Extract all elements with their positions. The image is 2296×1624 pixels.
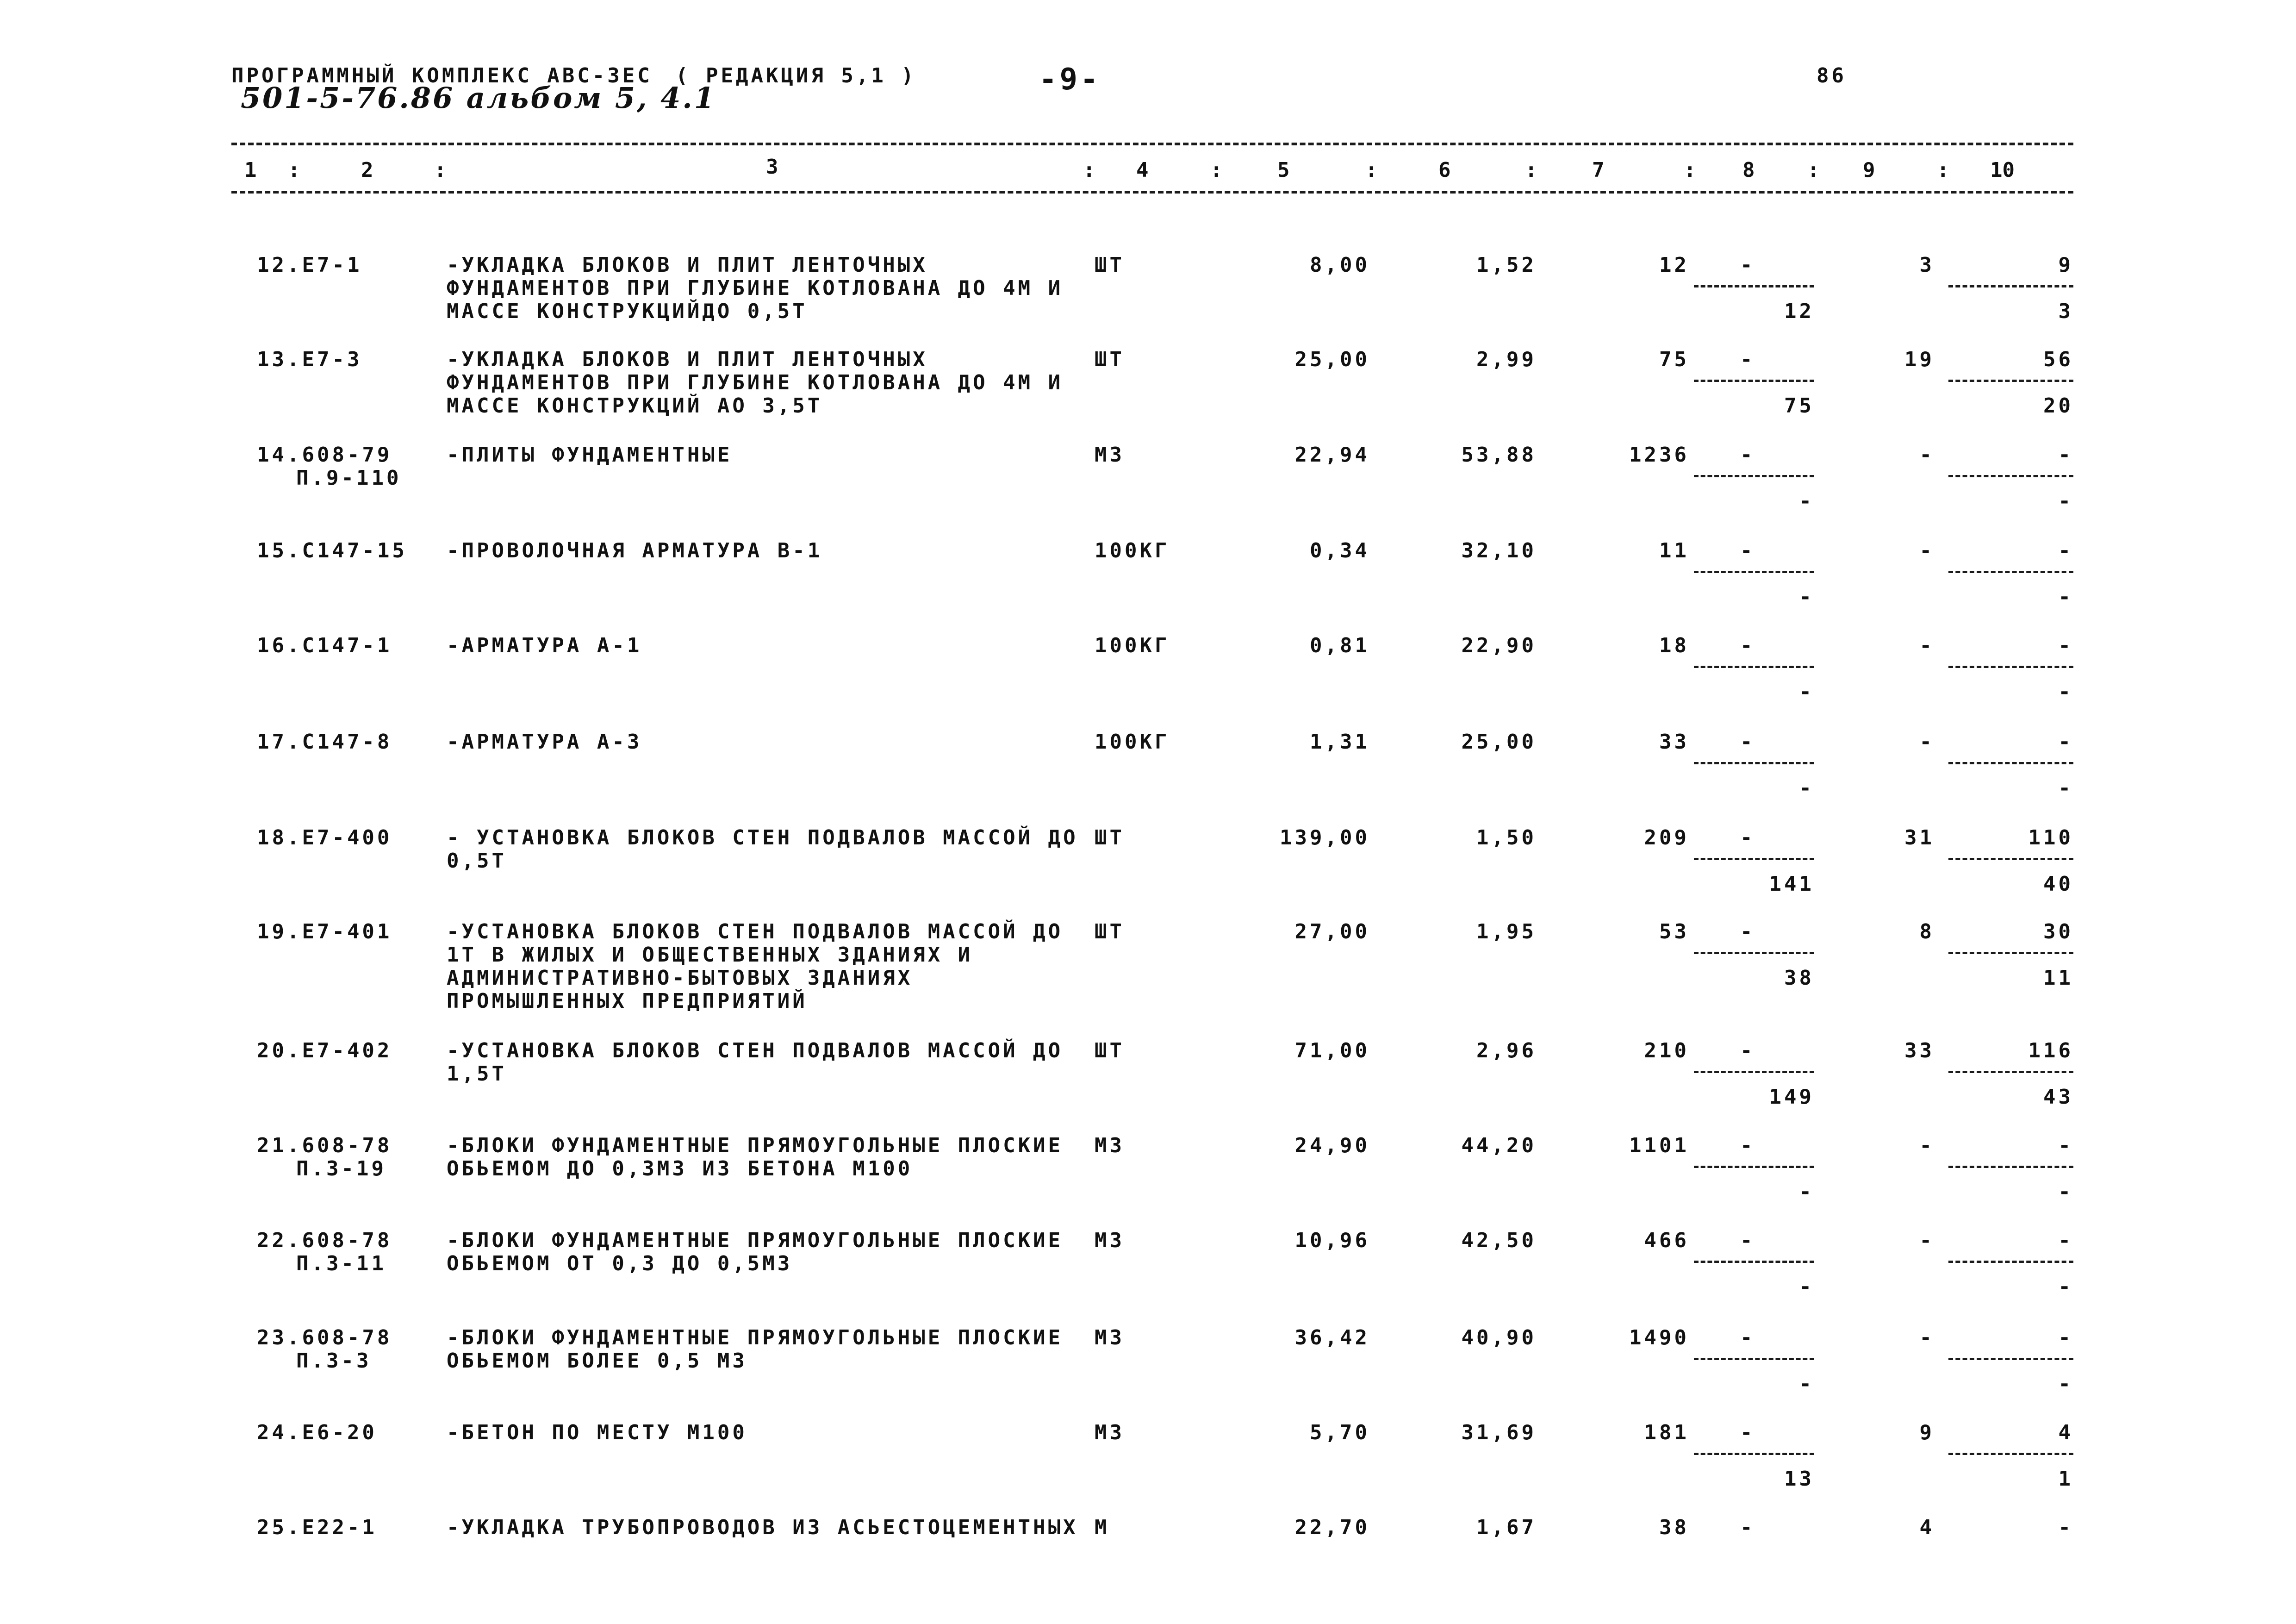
- table-row: [0, 1421, 2296, 1514]
- total-cost: 466: [1644, 1229, 1689, 1252]
- col10-bottom-value: -: [2058, 1372, 2073, 1396]
- col8-top-value: -: [1740, 1326, 1755, 1349]
- col8-fraction-line: [1694, 952, 1814, 954]
- table-row: [0, 1134, 2296, 1227]
- col10-top-value: -: [2058, 1516, 2073, 1539]
- quantity: 10,96: [1294, 1229, 1370, 1252]
- total-cost: 38: [1659, 1516, 1689, 1539]
- work-description: - УСТАНОВКА БЛОКОВ СТЕН ПОДВАЛОВ МАССОЙ ДО 0,5Т: [447, 826, 1078, 873]
- row-number-code: 23.608-78: [257, 1326, 392, 1349]
- column-header: 2: [361, 158, 373, 182]
- col9-value: 9: [1919, 1421, 1935, 1444]
- col8-top-value: -: [1740, 920, 1755, 943]
- unit-of-measure: ШТ: [1095, 826, 1125, 849]
- col8-top-value: -: [1740, 1421, 1755, 1444]
- column-separator: :: [1365, 158, 1378, 182]
- quantity: 22,70: [1294, 1516, 1370, 1539]
- col10-top-value: -: [2058, 730, 2073, 754]
- row-number-code: 24.Е6-20: [257, 1421, 377, 1444]
- col10-fraction-line: [1948, 285, 2073, 287]
- total-cost: 1101: [1629, 1134, 1689, 1157]
- col8-fraction-line: [1694, 1166, 1814, 1168]
- row-number-code: 13.Е7-3: [257, 348, 362, 371]
- column-separator: :: [434, 158, 447, 182]
- unit-price: 40,90: [1461, 1326, 1537, 1349]
- table-row: [0, 1516, 2296, 1609]
- work-description: -БЕТОН ПО МЕСТУ М100: [447, 1421, 747, 1444]
- col8-fraction-line: [1694, 1453, 1814, 1455]
- unit-price: 2,99: [1476, 348, 1537, 371]
- work-description: -АРМАТУРА А-1: [447, 634, 642, 657]
- col10-bottom-value: -: [2058, 1180, 2073, 1204]
- unit-price: 53,88: [1461, 443, 1537, 467]
- col8-bottom-value: -: [1799, 1180, 1814, 1204]
- column-header: 4: [1136, 158, 1149, 182]
- col8-bottom-value: -: [1799, 489, 1814, 513]
- row-number-code: 12.Е7-1: [257, 253, 362, 277]
- col10-bottom-value: 1: [2058, 1467, 2073, 1491]
- unit-price: 42,50: [1461, 1229, 1537, 1252]
- quantity: 0,34: [1310, 539, 1370, 562]
- col8-bottom-value: -: [1799, 680, 1814, 704]
- col10-fraction-line: [1948, 475, 2073, 477]
- col10-top-value: 116: [2028, 1039, 2073, 1062]
- col10-top-value: 110: [2028, 826, 2073, 849]
- table-row: [0, 920, 2296, 1013]
- work-description: -АРМАТУРА А-3: [447, 730, 642, 754]
- row-number-code: 20.Е7-402: [257, 1039, 392, 1062]
- total-cost: 181: [1644, 1421, 1689, 1444]
- col10-fraction-line: [1948, 858, 2073, 860]
- quantity: 22,94: [1294, 443, 1370, 467]
- table-row: [0, 443, 2296, 536]
- row-number-code: 22.608-78: [257, 1229, 392, 1252]
- quantity: 71,00: [1294, 1039, 1370, 1062]
- row-number-code: 19.Е7-401: [257, 920, 392, 943]
- col9-value: 33: [1904, 1039, 1935, 1062]
- col8-bottom-value: -: [1799, 1372, 1814, 1396]
- work-description: -УСТАНОВКА БЛОКОВ СТЕН ПОДВАЛОВ МАССОЙ ДО 1Т В ЖИЛЫХ И ОБЩЕСТВЕННЫХ ЗДАНИЯХ И АДМИНИСТРАТИВНО-БЫТОВЫХ ЗДАНИЯХ ПРОМЫШЛЕННЫХ ПРЕДПРИЯТИЙ: [447, 920, 1064, 1013]
- page-mark: -9-: [1039, 62, 1101, 97]
- unit-of-measure: ШТ: [1095, 920, 1125, 943]
- quantity: 139,00: [1280, 826, 1370, 849]
- col9-value: -: [1919, 1134, 1935, 1157]
- col8-fraction-line: [1694, 380, 1814, 382]
- unit-of-measure: 100КГ: [1095, 730, 1170, 754]
- unit-of-measure: ШТ: [1095, 253, 1125, 277]
- quantity: 24,90: [1294, 1134, 1370, 1157]
- quantity: 36,42: [1294, 1326, 1370, 1349]
- col10-top-value: -: [2058, 1134, 2073, 1157]
- header-rule-bottom: [231, 191, 2073, 194]
- unit-price: 31,69: [1461, 1421, 1537, 1444]
- unit-price: 1,50: [1476, 826, 1537, 849]
- total-cost: 1490: [1629, 1326, 1689, 1349]
- page-number: 86: [1817, 64, 1847, 87]
- unit-price: 32,10: [1461, 539, 1537, 562]
- unit-price: 44,20: [1461, 1134, 1537, 1157]
- row-number-code: 18.Е7-400: [257, 826, 392, 849]
- column-header: 8: [1742, 158, 1755, 182]
- table-row: [0, 634, 2296, 727]
- col10-fraction-line: [1948, 952, 2073, 954]
- col9-value: -: [1919, 539, 1935, 562]
- unit-price: 1,52: [1476, 253, 1537, 277]
- column-separator: :: [1210, 158, 1223, 182]
- total-cost: 53: [1659, 920, 1689, 943]
- column-separator: :: [1807, 158, 1820, 182]
- unit-price: 2,96: [1476, 1039, 1537, 1062]
- col9-value: 4: [1919, 1516, 1935, 1539]
- work-description: -УКЛАДКА ТРУБОПРОВОДОВ ИЗ АСЬЕСТОЦЕМЕНТНЫХ: [447, 1516, 1078, 1539]
- row-number-code: 21.608-78: [257, 1134, 392, 1157]
- col8-fraction-line: [1694, 475, 1814, 477]
- col8-top-value: -: [1740, 348, 1755, 371]
- col10-top-value: 30: [2043, 920, 2073, 943]
- quantity: 25,00: [1294, 348, 1370, 371]
- quantity: 5,70: [1310, 1421, 1370, 1444]
- column-separator: :: [1937, 158, 1949, 182]
- row-subcode: П.3-11: [296, 1252, 386, 1275]
- col10-top-value: -: [2058, 1326, 2073, 1349]
- quantity: 27,00: [1294, 920, 1370, 943]
- col10-top-value: -: [2058, 1229, 2073, 1252]
- row-number-code: 17.С147-8: [257, 730, 392, 754]
- program-title: ПРОГРАММНЫЙ КОМПЛЕКС АВС-3ЕС: [231, 64, 653, 87]
- col10-bottom-value: 11: [2043, 966, 2073, 990]
- col8-fraction-line: [1694, 285, 1814, 287]
- table-row: [0, 348, 2296, 441]
- col8-top-value: -: [1740, 443, 1755, 467]
- col10-bottom-value: 3: [2058, 300, 2073, 323]
- col10-top-value: -: [2058, 634, 2073, 657]
- col10-fraction-line: [1948, 1261, 2073, 1263]
- col9-value: 19: [1904, 348, 1935, 371]
- column-header: 6: [1438, 158, 1451, 182]
- col9-value: -: [1919, 1229, 1935, 1252]
- work-description: -БЛОКИ ФУНДАМЕНТНЫЕ ПРЯМОУГОЛЬНЫЕ ПЛОСКИЕ ОБЬЕМОМ БОЛЕЕ 0,5 М3: [447, 1326, 1064, 1373]
- column-header: 3: [766, 155, 778, 179]
- col10-top-value: 56: [2043, 348, 2073, 371]
- work-description: -УКЛАДКА БЛОКОВ И ПЛИТ ЛЕНТОЧНЫХ ФУНДАМЕНТОВ ПРИ ГЛУБИНЕ КОТЛОВАНА ДО 4М И МАССЕ КОНСТРУКЦИЙДО 0,5Т: [447, 253, 1064, 323]
- unit-of-measure: М3: [1095, 443, 1125, 467]
- header-rule-top: [231, 143, 2073, 145]
- col9-value: -: [1919, 443, 1935, 467]
- quantity: 0,81: [1310, 634, 1370, 657]
- unit-price: 22,90: [1461, 634, 1537, 657]
- col9-value: -: [1919, 730, 1935, 754]
- col10-bottom-value: 40: [2043, 872, 2073, 896]
- col8-fraction-line: [1694, 1261, 1814, 1263]
- work-description: -УКЛАДКА БЛОКОВ И ПЛИТ ЛЕНТОЧНЫХ ФУНДАМЕНТОВ ПРИ ГЛУБИНЕ КОТЛОВАНА ДО 4М И МАССЕ КОНСТРУКЦИЙ АО 3,5Т: [447, 348, 1064, 418]
- col10-bottom-value: 20: [2043, 394, 2073, 418]
- column-separator: :: [1083, 158, 1095, 182]
- col8-fraction-line: [1694, 858, 1814, 860]
- col10-top-value: -: [2058, 443, 2073, 467]
- unit-price: 25,00: [1461, 730, 1537, 754]
- col8-fraction-line: [1694, 762, 1814, 764]
- quantity: 8,00: [1310, 253, 1370, 277]
- col8-top-value: -: [1740, 634, 1755, 657]
- total-cost: 18: [1659, 634, 1689, 657]
- total-cost: 33: [1659, 730, 1689, 754]
- col8-bottom-value: -: [1799, 776, 1814, 800]
- work-description: -ПЛИТЫ ФУНДАМЕНТНЫЕ: [447, 443, 733, 467]
- col10-fraction-line: [1948, 1358, 2073, 1360]
- col10-bottom-value: -: [2058, 1275, 2073, 1299]
- unit-of-measure: М: [1095, 1516, 1110, 1539]
- col10-bottom-value: -: [2058, 489, 2073, 513]
- handwritten-album-note: 501-5-76.86 альбом 5, 4.1: [241, 81, 716, 115]
- col8-top-value: -: [1740, 1229, 1755, 1252]
- unit-of-measure: М3: [1095, 1229, 1125, 1252]
- col10-bottom-value: 43: [2043, 1085, 2073, 1109]
- column-separator: :: [288, 158, 300, 182]
- col8-top-value: -: [1740, 539, 1755, 562]
- col10-top-value: -: [2058, 539, 2073, 562]
- col10-fraction-line: [1948, 1071, 2073, 1073]
- row-number-code: 14.608-79: [257, 443, 392, 467]
- total-cost: 75: [1659, 348, 1689, 371]
- col10-bottom-value: -: [2058, 776, 2073, 800]
- unit-of-measure: ШТ: [1095, 1039, 1125, 1062]
- row-number-code: 16.С147-1: [257, 634, 392, 657]
- work-description: -БЛОКИ ФУНДАМЕНТНЫЕ ПРЯМОУГОЛЬНЫЕ ПЛОСКИЕ ОБЬЕМОМ ОТ 0,3 ДО 0,5М3: [447, 1229, 1064, 1275]
- unit-of-measure: ШТ: [1095, 348, 1125, 371]
- total-cost: 11: [1659, 539, 1689, 562]
- col10-fraction-line: [1948, 1166, 2073, 1168]
- col9-value: -: [1919, 1326, 1935, 1349]
- column-header: 9: [1863, 158, 1875, 182]
- unit-price: 1,67: [1476, 1516, 1537, 1539]
- table-row: [0, 254, 2296, 346]
- col9-value: 3: [1919, 253, 1935, 277]
- col8-fraction-line: [1694, 1071, 1814, 1073]
- col8-top-value: -: [1740, 1516, 1755, 1539]
- col8-bottom-value: 141: [1769, 872, 1814, 896]
- col8-top-value: -: [1740, 253, 1755, 277]
- work-description: -ПРОВОЛОЧНАЯ АРМАТУРА В-1: [447, 539, 823, 562]
- col10-fraction-line: [1948, 762, 2073, 764]
- work-description: -УСТАНОВКА БЛОКОВ СТЕН ПОДВАЛОВ МАССОЙ ДО 1,5Т: [447, 1039, 1064, 1086]
- col9-value: -: [1919, 634, 1935, 657]
- col10-top-value: 4: [2058, 1421, 2073, 1444]
- unit-price: 1,95: [1476, 920, 1537, 943]
- row-number-code: 25.Е22-1: [257, 1516, 377, 1539]
- column-header: 10: [1990, 158, 2015, 182]
- col8-bottom-value: -: [1799, 1275, 1814, 1299]
- table-row: [0, 539, 2296, 632]
- column-separator: :: [1525, 158, 1537, 182]
- col8-bottom-value: 38: [1784, 966, 1814, 990]
- col8-top-value: -: [1740, 730, 1755, 754]
- col8-top-value: -: [1740, 826, 1755, 849]
- row-subcode: П.3-19: [296, 1157, 386, 1181]
- row-subcode: П.9-110: [296, 466, 402, 490]
- table-row: [0, 731, 2296, 823]
- col8-top-value: -: [1740, 1134, 1755, 1157]
- unit-of-measure: М3: [1095, 1421, 1125, 1444]
- total-cost: 12: [1659, 253, 1689, 277]
- col8-fraction-line: [1694, 666, 1814, 668]
- table-row: [0, 826, 2296, 919]
- col8-top-value: -: [1740, 1039, 1755, 1062]
- column-header: 1: [244, 158, 257, 182]
- col10-bottom-value: -: [2058, 585, 2073, 609]
- col8-bottom-value: -: [1799, 585, 1814, 609]
- col8-bottom-value: 12: [1784, 300, 1814, 323]
- unit-of-measure: 100КГ: [1095, 539, 1170, 562]
- col9-value: 31: [1904, 826, 1935, 849]
- col8-fraction-line: [1694, 571, 1814, 573]
- column-header: 5: [1277, 158, 1290, 182]
- col10-fraction-line: [1948, 571, 2073, 573]
- total-cost: 1236: [1629, 443, 1689, 467]
- unit-of-measure: М3: [1095, 1326, 1125, 1349]
- col10-bottom-value: -: [2058, 680, 2073, 704]
- col8-bottom-value: 13: [1784, 1467, 1814, 1491]
- unit-of-measure: 100КГ: [1095, 634, 1170, 657]
- col10-fraction-line: [1948, 666, 2073, 668]
- row-number-code: 15.С147-15: [257, 539, 407, 562]
- unit-of-measure: М3: [1095, 1134, 1125, 1157]
- col10-top-value: 9: [2058, 253, 2073, 277]
- table-row: [0, 1326, 2296, 1419]
- column-separator: :: [1684, 158, 1696, 182]
- total-cost: 210: [1644, 1039, 1689, 1062]
- col8-bottom-value: 75: [1784, 394, 1814, 418]
- col10-fraction-line: [1948, 1453, 2073, 1455]
- work-description: -БЛОКИ ФУНДАМЕНТНЫЕ ПРЯМОУГОЛЬНЫЕ ПЛОСКИЕ ОБЬЕМОМ ДО 0,3М3 ИЗ БЕТОНА М100: [447, 1134, 1064, 1181]
- col8-bottom-value: 149: [1769, 1085, 1814, 1109]
- total-cost: 209: [1644, 826, 1689, 849]
- row-subcode: П.3-3: [296, 1349, 372, 1373]
- table-row: [0, 1229, 2296, 1322]
- col10-fraction-line: [1948, 380, 2073, 382]
- column-header: 7: [1592, 158, 1605, 182]
- table-row: [0, 1039, 2296, 1132]
- col8-fraction-line: [1694, 1358, 1814, 1360]
- col9-value: 8: [1919, 920, 1935, 943]
- edition-label: ( РЕДАКЦИЯ 5,1 ): [676, 64, 916, 87]
- quantity: 1,31: [1310, 730, 1370, 754]
